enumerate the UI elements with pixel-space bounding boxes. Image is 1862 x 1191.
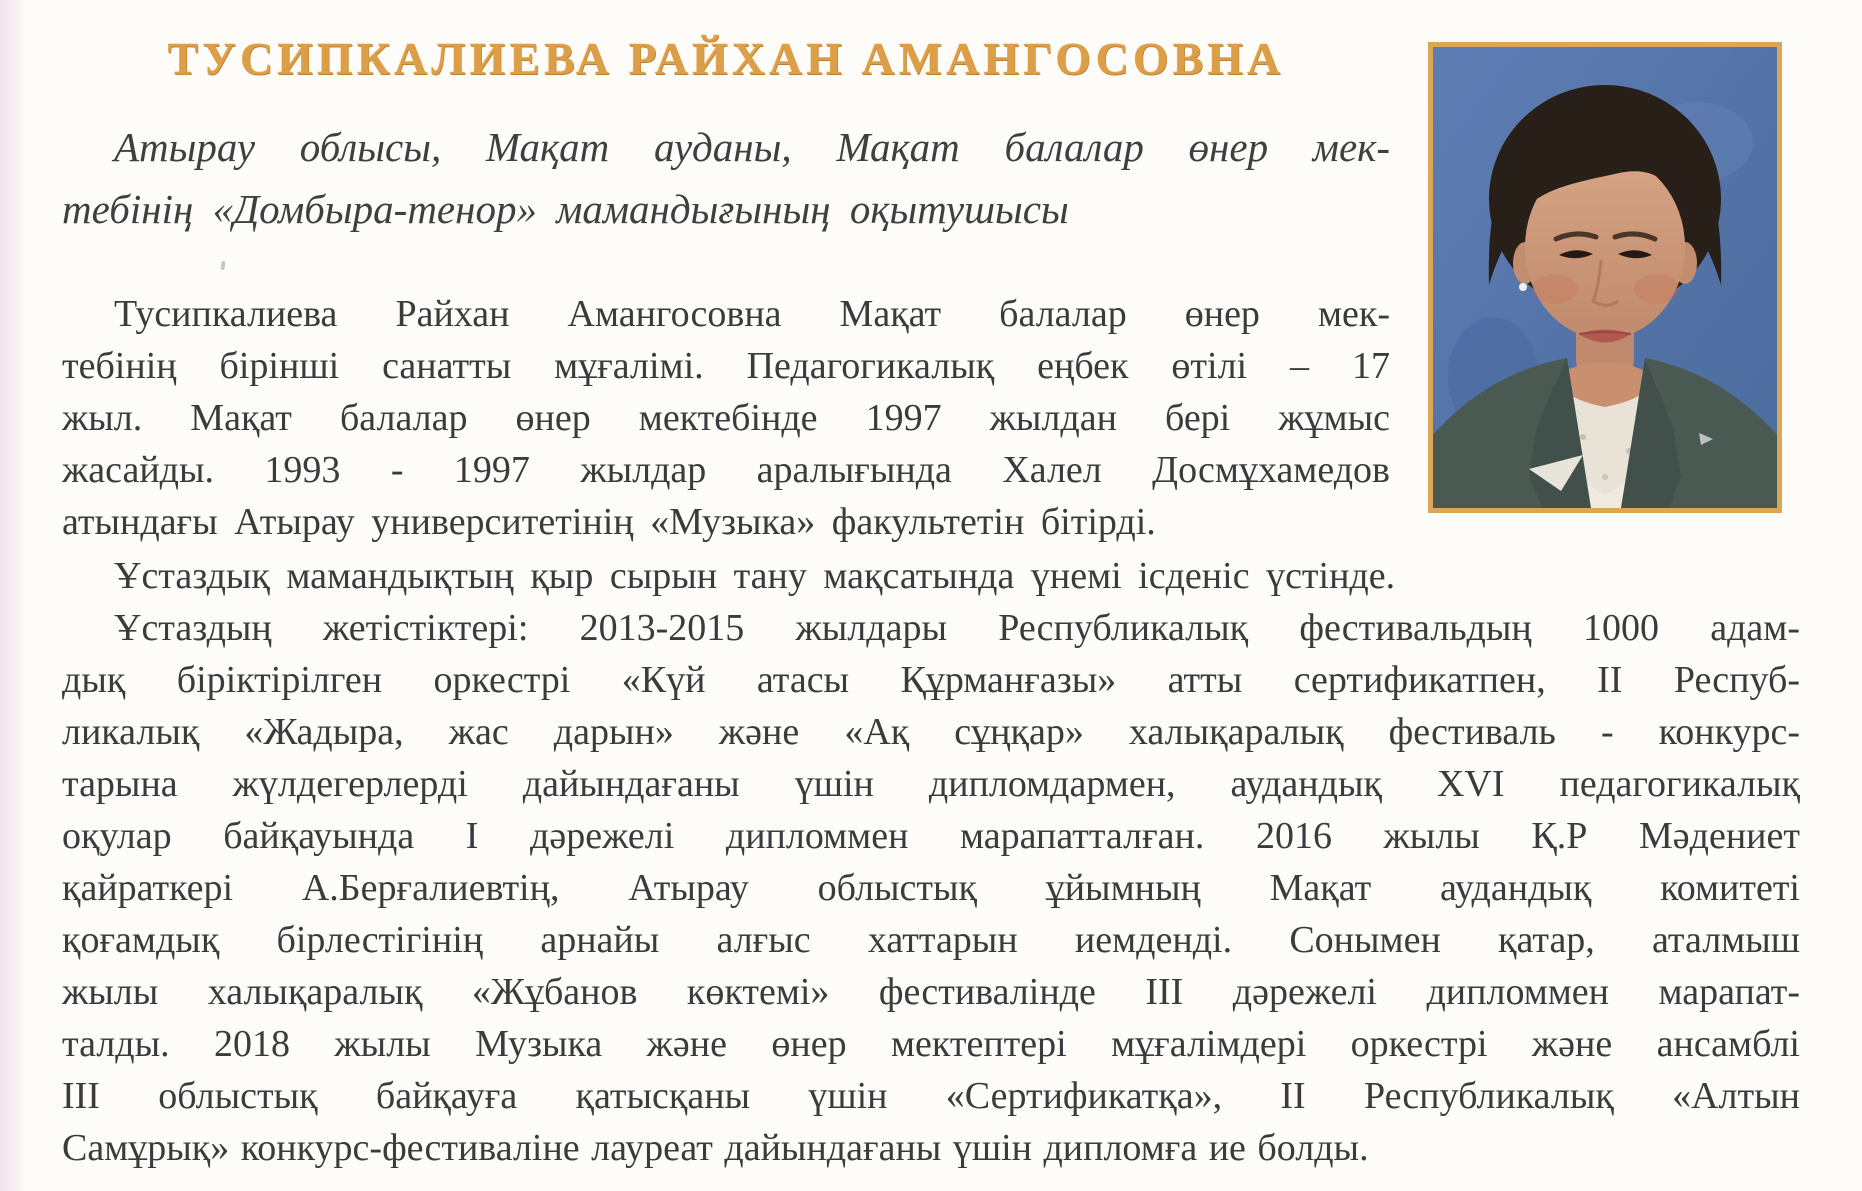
paragraph-line: дық біріктірілген оркестрі «Күй атасы Құрманғазы» атты сертификатпен, ІІ Респуб-: [62, 659, 1800, 701]
paragraph-line: жылы халықаралық «Жұбанов көктемі» фестивалінде ІІІ дәрежелі дипломмен марапат-: [62, 971, 1800, 1013]
paragraph-line: атындағы Атырау университетінің «Музыка» факультетін бітірді.: [62, 501, 1156, 543]
paragraph-line: жасайды. 1993 - 1997 жылдар аралығында Халел Досмұхамедов: [62, 449, 1390, 491]
paragraph-line: Тусипкалиева Райхан Амангосовна Мақат балалар өнер мек-: [114, 293, 1390, 335]
paragraph-line: оқулар байқауында І дәрежелі дипломмен марапатталған. 2016 жылы Қ.Р Мәдениет: [62, 815, 1800, 857]
text-column: [62, 0, 1810, 1174]
paragraph-line: тарына жүлдегерлерді дайындағаны үшін дипломдармен, аудандық XVI педагогикалық: [62, 763, 1800, 805]
paragraph-line: Ұстаздың жетістіктері: 2013-2015 жылдары Республикалық фестивальдың 1000 адам-: [114, 607, 1800, 649]
subtitle-line: тебінің «Домбыра-тенор» мамандығының оқытушысы: [62, 186, 1069, 232]
bio-paragraph-3: [62, 602, 1800, 1174]
page-binding-edge: [0, 0, 30, 1191]
paragraph-line: қайраткері А.Берғалиевтің, Атырау облыстық ұйымның Мақат аудандық комитеті: [62, 867, 1800, 909]
bio-paragraph-1: [62, 288, 1390, 548]
paragraph-line: талды. 2018 жылы Музыка және өнер мектептері мұғалімдері оркестрі және ансамблі: [62, 1023, 1800, 1065]
paragraph-line: ІІІ облыстық байқауға қатысқаны үшін «Сертификатқа», ІІ Республикалық «Алтын: [62, 1075, 1800, 1117]
bio-subtitle: [62, 116, 1390, 240]
paragraph-line: жыл. Мақат балалар өнер мектебінде 1997 жылдан бері жұмыс: [62, 397, 1390, 439]
page-title: ТУСИПКАЛИЕВА РАЙХАН АМАНГОСОВНА: [167, 33, 1285, 84]
subtitle-line: Атырау облысы, Мақат ауданы, Мақат балалар өнер мек-: [114, 124, 1390, 170]
paragraph-line: тебінің бірінші санатты мұғалімі. Педагогикалық еңбек өтілі – 17: [62, 345, 1390, 387]
paragraph-line: ликалық «Жадыра, жас дарын» және «Ақ сұңқар» халықаралық фестиваль - конкурс-: [62, 711, 1800, 753]
bio-paragraph-2: [62, 550, 1800, 602]
paragraph-line: қоғамдық бірлестігінің арнайы алғыс хаттарын иемденді. Сонымен қатар, аталмыш: [62, 919, 1800, 961]
paragraph-line: Ұстаздық мамандықтың қыр сырын тану мақсатында үнемі ісденіс үстінде.: [114, 555, 1396, 597]
paragraph-line: Самұрық» конкурс-фестиваліне лауреат дайындағаны үшін дипломға ие болды.: [62, 1127, 1369, 1169]
